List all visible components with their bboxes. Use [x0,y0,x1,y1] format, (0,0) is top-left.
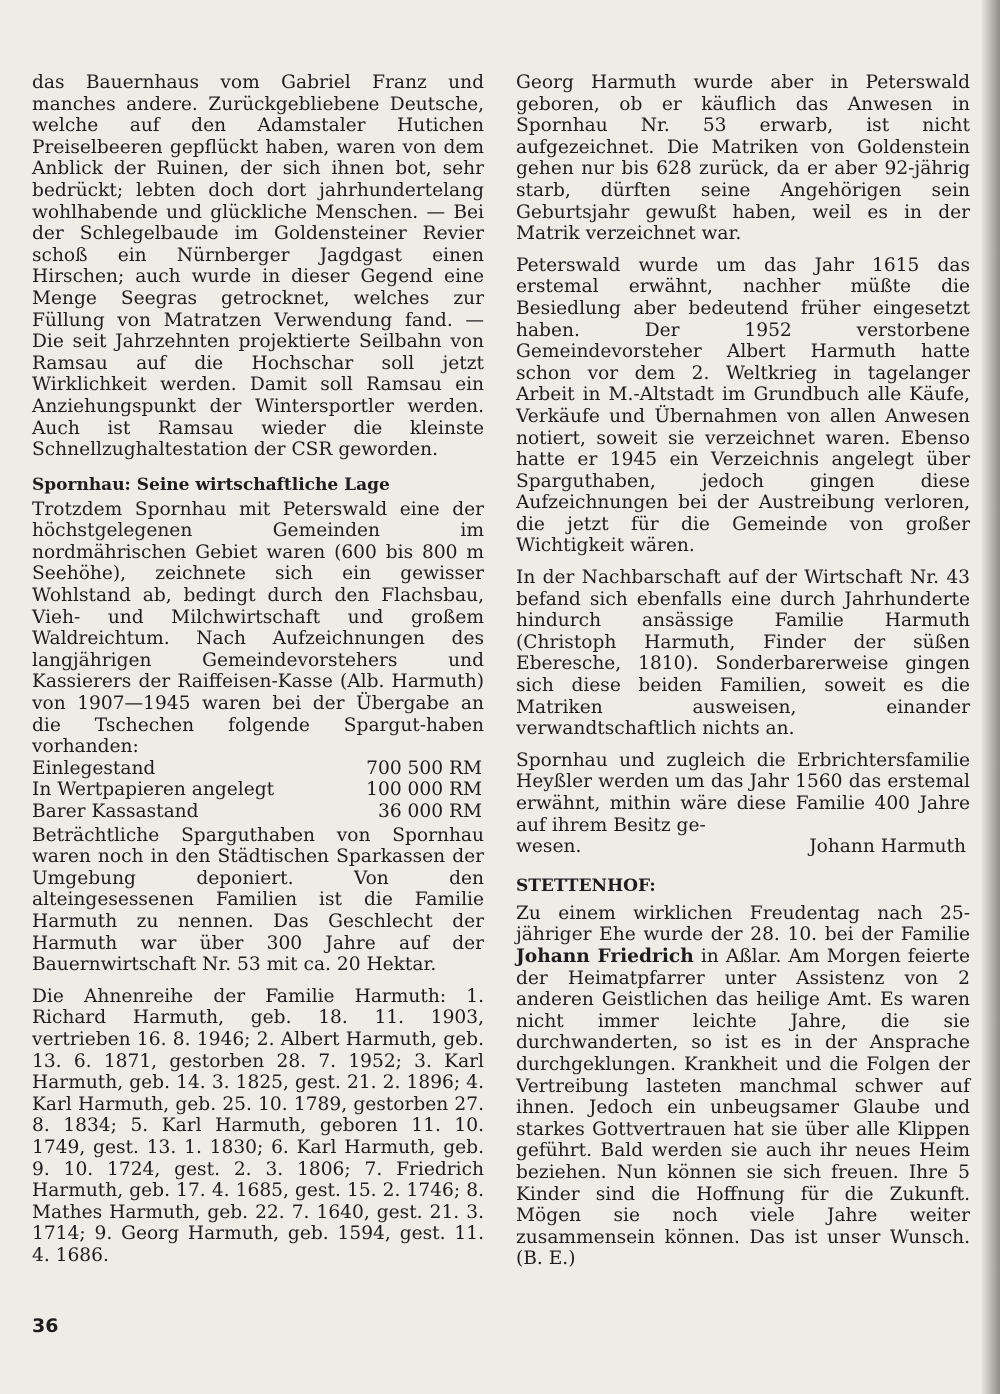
paragraph-end: wesen. [516,836,582,858]
savings-row [32,779,484,801]
paragraph-peterswald: Peterswald wurde um das Jahr 1615 das erstemal erwähnt, nachher müßte die Besiedlung aber bedeutend früher eingesetzt haben. Der 1952 verstorbene Gemeindevorsteher Albert Harmuth hatte schon vor dem 2. Weltkrieg in tagelanger Arbeit in M.-Altstadt im Grundbuch alle Käufe, Verkäufe und Übernahmen von allen Anwesen notiert, soweit sie verzeichnet waren. Ebenso hatte er 1945 ein Verzeichnis angelegt über Sparguthaben, jedoch gingen diese Aufzeichnungen bei der Austreibung verloren, die jetzt für die Gemeinde von großer Wichtigkeit wären. [516,254,970,557]
savings-label: Einlegestand [32,757,156,779]
paragraph-ramsau: das Bauernhaus vom Gabriel Franz und manches andere. Zurückgebliebene Deutsche, welche auf den Adamstaler Hutichen Preiselbeeren gepflückt haben, waren von dem Anblick der Ruinen, der sich ihnen bot, sehr bedrückt; lebten doch dort jahrhundertelang wohlhabende und glückliche Menschen. — Bei der Schlegelbaude im Goldensteiner Revier schoß ein Nürnberger Jagdgast einen Hirschen; auch wurde in dieser Gegend eine Menge Seegras getrocknet, welches zur Füllung von Matratzen Verwendung fand. — Die seit Jahrzehnten projektierte Seilbahn von Ramsau auf die Hochschar soll jetzt Wirklichkeit werden. Damit soll Ramsau ein Anziehungspunkt der Wintersportler werden. Auch ist Ramsau wieder die kleinste Schnellzughaltestation der CSR geworden. [32,72,484,461]
paragraph-savings: Beträchtliche Sparguthaben von Spornhau waren noch in den Städtischen Sparkassen der Umgebung deponiert. Von den alteingesessenen Familien ist die Familie Harmuth zu nennen. Das Geschlecht der Harmuth war über 300 Jahre auf der Bauernwirtschaft Nr. 53 mit ca. 20 Hektar. [32,824,484,976]
paragraph-neighbours: In der Nachbarschaft auf der Wirtschaft Nr. 43 befand sich ebenfalls eine durch Jahrhunderte hindurch ansässige Familie Harmuth (Christoph Harmuth, Finder der süßen Eberesche, 1810). Sonderbarerweise gingen sich diese beiden Familien, soweit es die Matriken ausweisen, einander verwandtschaftlich nichts an. [516,567,970,740]
savings-table [32,758,484,823]
anniversary-text-start: Zu einem wirklichen Freudentag nach 25-jähriger Ehe wurde der 28. 10. bei der Familie [516,902,970,946]
paragraph-ancestry: Die Ahnenreihe der Familie Harmuth: 1. Richard Harmuth, geb. 18. 11. 1903, vertrieben 16. 8. 1946; 2. Albert Harmuth, geb. 13. 6. 1871, gestorben 28. 7. 1952; 3. Karl Harmuth, geb. 14. 3. 1825, gest. 21. 2. 1896; 4. Karl Harmuth, geb. 25. 10. 1789, gestorben 27. 8. 1834; 5. Karl Harmuth, geboren 11. 10. 1749, gest. 13. 1. 1830; 6. Karl Harmuth, geb. 9. 10. 1724, gest. 2. 3. 1806; 7. Friedrich Harmuth, geb. 17. 4. 1685, gest. 15. 2. 1746; 8. Mathes Harmuth, geb. 22. 7. 1640, gest. 21. 3. 1714; 9. Georg Harmuth, geb. 1594, gest. 11. 4. 1686. [32,985,484,1266]
savings-label: Barer Kassastand [32,801,199,822]
paragraph-economy: Trotzdem Spornhau mit Peterswald eine der höchstgelegenen Gemeinden im nordmährischen Gebiet waren (600 bis 800 m Seehöhe), zeichnete sich ein gewisser Wohlstand ab, bedingt durch den Flachsbau, Vieh- und Milchwirtschaft und großem Waldreichtum. Nach Aufzeichnungen des langjährigen Gemeindevorstehers und Kassierers der Raiffeisen-Kasse (Alb. Harmuth) von 1907—1945 waren bei der Übergabe an die Tschechen folgende Spargut-haben vorhanden: [32,498,484,758]
savings-amount: 700 500 RM [366,757,482,779]
paragraph-georg: Georg Harmuth wurde aber in Peterswald geboren, ob er käuflich das Anwesen in Spornhau Nr. 53 erwarb, ist nicht aufgezeichnet. Die Matriken von Goldenstein gehen nur bis 628 zurück, da er aber 92-jährig starb, dürften seine Angehörigen sein Geburtsjahr gewußt haben, weil es in der Matrik verzeichnet war. [516,72,970,245]
page-number: 36 [32,1315,59,1337]
right-column [516,72,970,1270]
family-name: Johann Friedrich [516,945,694,967]
savings-row [32,801,484,823]
section-heading-spornhau: Spornhau: Seine wirtschaftliche Lage [32,474,390,495]
savings-amount: 36 000 RM [377,801,482,822]
section-heading-stettenhof: STETTENHOF: [516,875,656,896]
paragraph-anniversary [516,903,970,1270]
savings-label: In Wertpapieren angelegt [32,779,275,801]
savings-amount: 100 000 RM [366,779,482,801]
author-line [516,836,970,858]
paragraph-heyssler: Spornhau und zugleich die Erbrichtersfamilie Heyßler werden um das Jahr 1560 das erstemal erwähnt, mithin wäre diese Familie 400 Jahre auf ihrem Besitz ge- [516,749,970,836]
anniversary-text-rest: in Aßlar. Am Morgen feierte der Heimatpfarrer unter Assistenz von 2 anderen Geistlichen das heilige Amt. Es waren nicht immer leichte Jahre, die sie durchwanderten, so ist es in der Ansprache durchgeklungen. Krankheit und die Folgen der Vertreibung lasteten manchmal schwer auf ihnen. Jedoch ein unbeugsamer Glaube und starkes Gottvertrauen hat sie über alle Klippen geführt. Bald werden sie auch ihr neues Heim beziehen. Nun können sie sich freuen. Ihre 5 Kinder sind die Hoffnung für die Zukunft. Mögen sie noch viele Jahre weiter zusammensein können. Das ist unser Wunsch. (B. E.) [516,945,970,1270]
page-spine-shadow [982,0,1000,1394]
author-signature: Johann Harmuth [809,836,966,858]
left-column [32,72,484,1266]
savings-row [32,758,484,780]
